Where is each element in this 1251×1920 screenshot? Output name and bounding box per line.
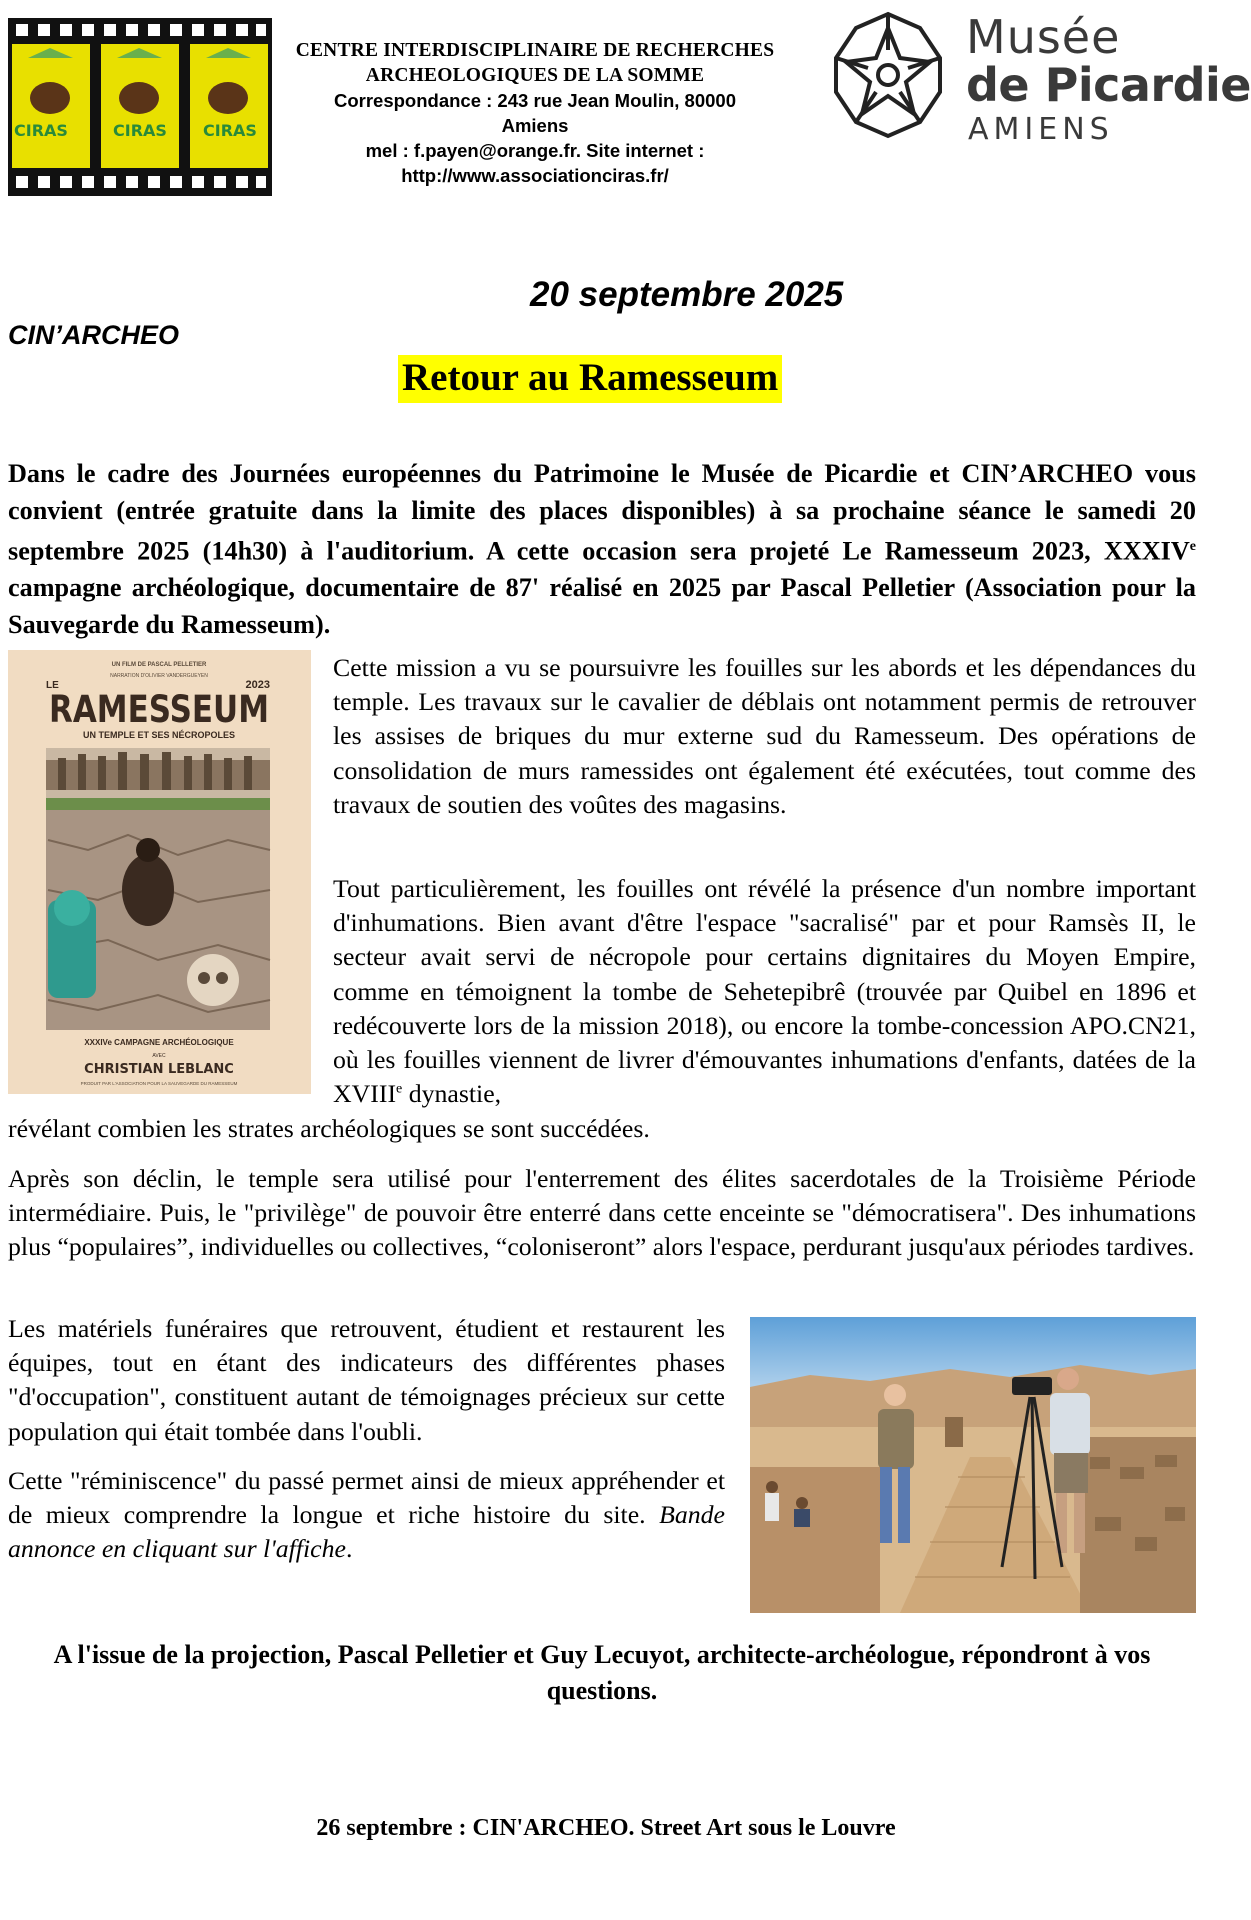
- body-paragraph: Les matériels funéraires que retrouvent, étudient et restaurent les équipes, tout en étant des indicateurs des différentes phases "d'occupation", constituent autant de témoignages précieux sur cette population qui était tombée dans l'oubli.: [8, 1314, 725, 1446]
- ciras-logo-text: CIRAS: [203, 121, 257, 140]
- intro-text: Dans le cadre des Journées européennes du Patrimoine le Musée de Picardie et CIN’ARCHEO vous convient (entrée gratuite dans la limite des places disponibles) à sa prochaine séance le samedi 20 septembre 2025 (14h30) à l'auditorium. A cette occasion sera projeté Le Ramesseum 2023, XXXIV: [8, 459, 1196, 566]
- org-contact: mel : f.payen@orange.fr. Site internet :: [365, 140, 705, 161]
- musee-logo-text: Musée: [966, 10, 1121, 64]
- ciras-logo-text: CIRAS: [14, 121, 68, 140]
- org-address-city: Amiens: [501, 115, 569, 136]
- poster-featuring: CHRISTIAN LEBLANC: [84, 1062, 234, 1077]
- poster-producer: PRODUIT PAR L'ASSOCIATION POUR LA SAUVEGARDE DU RAMESSEUM: [80, 1081, 238, 1086]
- body-paragraph: Cette mission a vu se poursuivre les fouilles sur les abords et les dépendances du temple. Les travaux sur le cavalier de déblais ont notamment permis de retrouver les assises de briques du mur externe sud du Ramesseum. Des opérations de consolidation de murs ramessides ont également été exécutées, tout comme des travaux de soutien des voûtes des magasins.: [333, 653, 1196, 819]
- org-name-line: ARCHEOLOGIQUES DE LA SOMME: [365, 65, 705, 86]
- poster-avec: AVEC: [152, 1053, 166, 1059]
- musee-logo-text: de Picardie: [966, 58, 1251, 112]
- musee-logo-city: AMIENS: [968, 112, 1114, 147]
- body-paragraph: Après son déclin, le temple sera utilisé pour l'enterrement des élites sacerdotales de la Troisième Période intermédiaire. Puis, le "privilège" de pouvoir être enterré dans cette enceinte se "démocratisera". Des inhumations plus “populaires”, individuelles ou collectives, “coloniseront” alors l'espace, perdurant jusqu'aux périodes tardives.: [8, 1164, 1196, 1262]
- body-text: dynastie,: [402, 1079, 502, 1109]
- body-paragraph: [8, 1464, 725, 1567]
- body-text: Cette "réminiscence" du passé permet ainsi de mieux appréhender et de mieux comprendre la longue et riche histoire du site.: [8, 1466, 725, 1530]
- org-name-line: CENTRE INTERDISCIPLINAIRE DE RECHERCHES: [295, 40, 775, 61]
- body-paragraph: [333, 872, 1196, 1111]
- intro-text: campagne archéologique, documentaire de 87' réalisé en 2025 par Pascal Pelletier (Association pour la Sauvegarde du Ramesseum).: [8, 573, 1196, 639]
- org-website-link[interactable]: http://www.associationciras.fr/: [401, 165, 669, 186]
- poster-year: 2023: [245, 679, 270, 691]
- closing-note: A l'issue de la projection, Pascal Pelletier et Guy Lecuyot, architecte-archéologue, répondront à vos questions.: [53, 1640, 1151, 1705]
- poster-narration: NARRATION D'OLIVIER VANDERGUEYEN: [110, 673, 208, 679]
- star-emblem-icon: [818, 10, 958, 140]
- poster-title: RAMESSEUM: [49, 688, 269, 731]
- body-text: .: [345, 1534, 353, 1564]
- poster-le: LE: [46, 680, 59, 691]
- poster-subtitle: UN TEMPLE ET SES NÉCROPOLES: [82, 730, 236, 740]
- event-series: CIN’ARCHEO: [8, 320, 180, 350]
- body-paragraph-continuation: révélant combien les strates archéologiques se sont succédées.: [8, 1114, 650, 1143]
- event-title: Retour au Ramesseum: [398, 355, 782, 403]
- superscript: e: [396, 1081, 403, 1097]
- intro-paragraph: [8, 456, 1196, 643]
- ciras-logo-text: CIRAS: [113, 121, 167, 140]
- site-filming-photo: [750, 1317, 1196, 1613]
- ciras-logo: [8, 18, 272, 196]
- poster-campaign: XXXIVe CAMPAGNE ARCHÉOLOGIQUE: [84, 1038, 234, 1047]
- event-date: 20 septembre 2025: [530, 275, 844, 314]
- film-poster-link[interactable]: [8, 650, 311, 1094]
- body-text: Tout particulièrement, les fouilles ont révélé la présence d'un nombre important d'inhumations. Bien avant d'être l'espace "sacralisé" par et pour Ramsès II, le secteur avait servi de nécropole pour certains dignitaires du Moyen Empire, comme en témoignent la tombe de Sehetepibrê (trouvée par Quibel en 1896 et redécouverte lors de la mission 2018), ou encore la tombe-concession APO.CN21, où les fouilles viennent de livrer d'émouvantes inhumations d'enfants, datées de la XVIII: [333, 874, 1196, 1109]
- org-address: Correspondance : 243 rue Jean Moulin, 80000: [333, 90, 736, 111]
- trailer-link[interactable]: Bande annonce en cliquant sur l'affiche: [8, 1500, 725, 1564]
- superscript: e: [1189, 539, 1196, 554]
- organisation-header: [275, 38, 795, 188]
- musee-de-picardie-logo: [818, 10, 1251, 147]
- next-event: 26 septembre : CIN'ARCHEO. Street Art sous le Louvre: [316, 1815, 896, 1841]
- poster-tagline: UN FILM DE PASCAL PELLETIER: [111, 662, 207, 668]
